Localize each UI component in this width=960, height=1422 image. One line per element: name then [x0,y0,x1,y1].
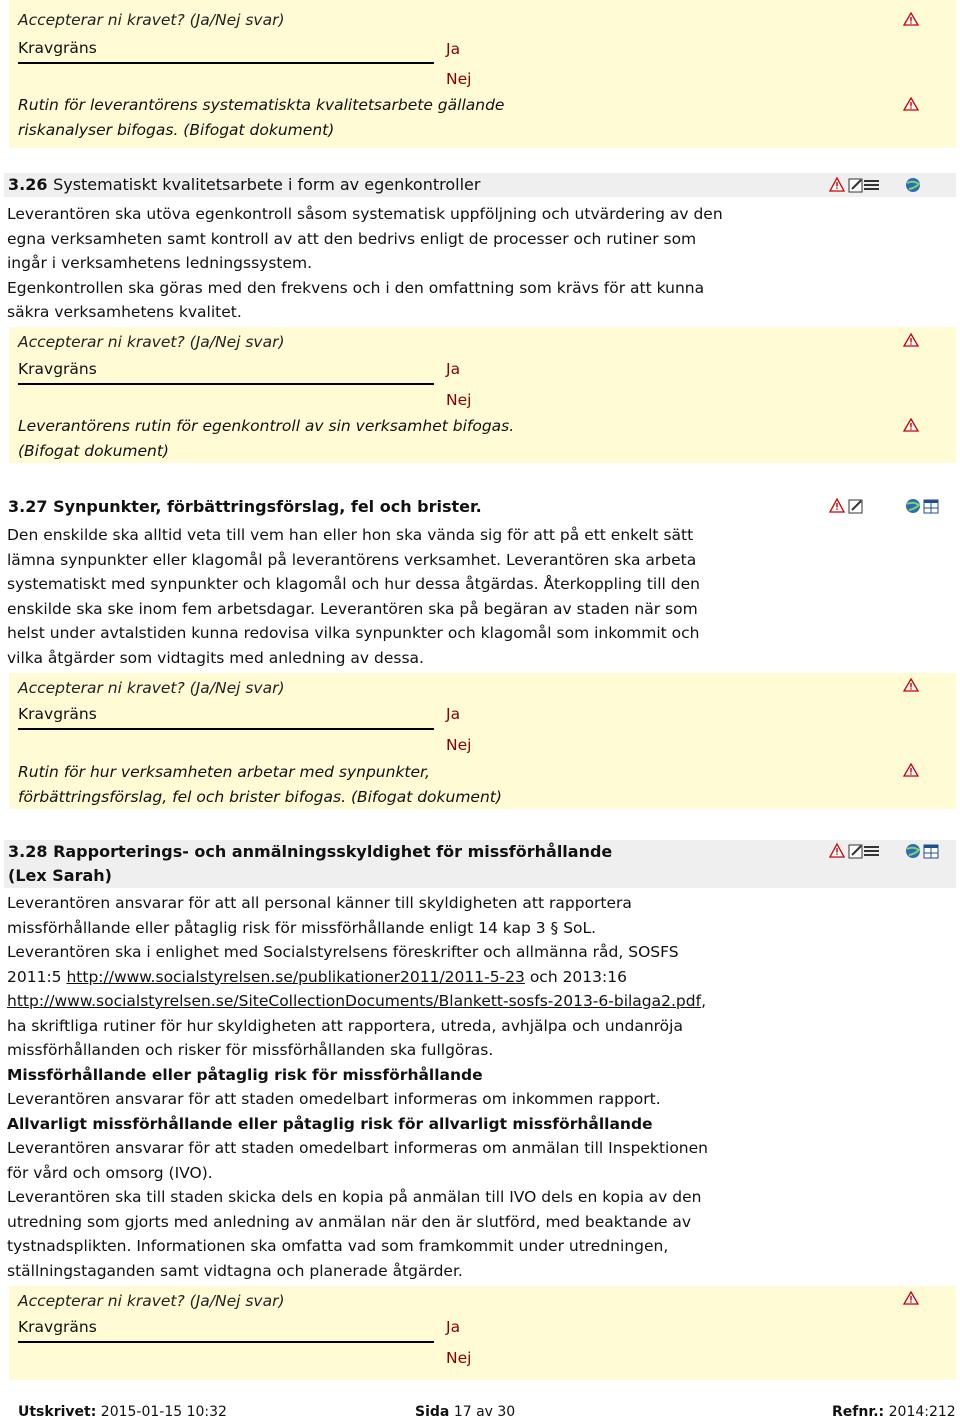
body-line: helst under avtalstiden kunna redovisa vilka synpunkter och klagomål som inkommit och [7,624,700,642]
body-line: egna verksamheten samt kontroll av att den bedrivs enligt de processer och rutiner som [7,229,697,248]
warning-icon [903,763,919,777]
answer-box-3-26 [9,327,956,463]
globe-icon [906,844,920,858]
answer-no-option[interactable]: Nej [446,736,472,754]
answer-yes-option[interactable]: Ja [446,705,461,723]
body-line: Leverantören ansvarar för att staden omedelbart informeras om anmälan till Inspektionen [7,1139,708,1157]
body-line: lämna synpunkter eller klagomål på leverantörens verksamhet. Leverantören ska arbeta [7,550,697,569]
section-title: Synpunkter, förbättringsförslag, fel och brister. [53,497,482,516]
edit-icon [849,845,862,858]
answer-no-option[interactable]: Nej [446,391,472,409]
answer-yes-option[interactable]: Ja [446,360,461,378]
heading-icons [829,842,941,860]
warning-icon [903,1291,919,1305]
list-icon [864,180,879,190]
attachment-note-line: förbättringsförslag, fel och brister bifogas. (Bifogat dokument) [18,788,502,806]
section-heading-3-28 [4,840,956,888]
warning-icon [830,844,844,857]
body-text: , [701,992,707,1010]
warning-icon [903,12,919,26]
section-number: 3.27 [8,497,48,516]
subheading: Missförhållande eller påtaglig risk för missförhållande [7,1065,483,1084]
body-line: systematiskt med synpunkter och klagomål och hur dessa åtgärdas. Återkoppling till den [7,575,700,593]
warning-icon [903,333,919,347]
attachment-note-line: riskanalyser bifogas. (Bifogat dokument) [18,121,335,139]
section-number: 3.28 [8,842,48,861]
body-line: Leverantören ansvarar för att staden omedelbart informeras om inkommen rapport. [7,1090,661,1108]
page-number [415,1402,515,1422]
body-line: Leverantören ska i enlighet med Socialstyrelsens föreskrifter och allmänna råd, SOSFS [7,943,679,961]
page-value: 17 av 30 [453,1404,516,1420]
attachment-note-line: Rutin för leverantörens systematiskta kvalitetsarbete gällande [18,96,505,114]
printed-date [18,1402,227,1422]
kravgrans-input-line[interactable] [18,383,434,385]
attachment-note-line: Leverantörens rutin för egenkontroll av sin verksamhet bifogas. [18,417,515,435]
warning-icon [903,97,919,111]
body-line: ställningstaganden samt vidtagna och planerade åtgärder. [7,1261,463,1280]
answer-yes-option[interactable]: Ja [446,1318,461,1336]
answer-box-top [9,0,956,148]
body-line: ha skriftliga rutiner för hur skyldigheten att rapportera, utreda, avhjälpa och undanröja [7,1016,683,1035]
body-line: missförhållande eller påtaglig risk för missförhållande enligt 14 kap 3 § SoL. [7,918,597,937]
globe-icon [906,178,920,192]
section-heading-3-27 [4,495,956,519]
question-label: Accepterar ni kravet? (Ja/Nej svar) [18,1292,285,1310]
edit-icon [849,179,862,192]
body-text: och 2013:16 [524,967,627,986]
ref-label: Refnr.: [832,1404,885,1420]
section-heading-3-26 [4,173,956,197]
kravgrans-label: Kravgräns [18,705,97,723]
body-line [7,989,807,1014]
body-line: för vård och omsorg (IVO). [7,1163,213,1182]
edit-icon [849,500,862,513]
answer-no-option[interactable]: Nej [446,70,472,88]
subheading: Allvarligt missförhållande eller påtaglig risk för allvarligt missförhållande [7,1114,653,1133]
kravgrans-label: Kravgräns [18,1318,97,1336]
body-text: 2011:5 [7,967,67,986]
page-label: Sida [415,1404,450,1420]
table-icon [924,500,938,513]
heading-icons [829,176,929,194]
question-label: Accepterar ni kravet? (Ja/Nej svar) [18,11,285,29]
warning-icon [830,178,844,191]
body-line: Leverantören ska till staden skicka dels en kopia på anmälan till IVO dels en kopia av den [7,1188,702,1206]
heading-icons [829,497,941,515]
warning-icon [830,499,844,512]
body-line: missförhållanden och risker för missförhållanden ska fullgöras. [7,1041,494,1059]
body-line: tystnadsplikten. Informationen ska omfatta vad som framkommit under utredningen, [7,1237,669,1255]
kravgrans-label: Kravgräns [18,39,97,57]
kravgrans-input-line[interactable] [18,728,434,730]
attachment-note-line: Rutin för hur verksamheten arbetar med synpunkter, [18,763,430,781]
warning-icon [903,418,919,432]
globe-icon [906,499,920,513]
kravgrans-input-line[interactable] [18,1341,434,1343]
answer-box-3-27 [9,673,956,809]
section-title: Rapporterings- och anmälningsskyldighet för missförhållande [53,842,613,861]
list-icon [864,846,879,856]
kravgrans-input-line[interactable] [18,62,434,64]
section-body-3-26 [7,202,787,325]
answer-box-3-28 [9,1286,956,1380]
attachment-note-line: (Bifogat dokument) [18,442,169,460]
body-line: utredning som gjorts med anledning av anmälan när den är slutförd, med beaktande av [7,1212,692,1231]
section-body-3-28 [7,891,807,1283]
body-line: vilka åtgärder som vidtagits med anledning av dessa. [7,648,424,667]
body-line: säkra verksamhetens kvalitet. [7,303,242,321]
body-line: ingår i verksamhetens ledningssystem. [7,254,313,272]
body-line: enskilde ska ske inom fem arbetsdagar. Leverantören ska på begäran av staden när som [7,599,698,618]
question-label: Accepterar ni kravet? (Ja/Nej svar) [18,679,285,697]
warning-icon [903,678,919,692]
body-line: Den enskilde ska alltid veta till vem han eller hon ska vända sig för att på ett enkelt sätt [7,526,694,544]
attachment-note [18,760,618,810]
printed-value: 2015-01-15 10:32 [100,1404,227,1420]
kravgrans-label: Kravgräns [18,360,97,378]
answer-no-option[interactable]: Nej [446,1349,472,1367]
body-line: Egenkontrollen ska göras med den frekvens och i den omfattning som krävs för att kunna [7,278,705,297]
body-line: Leverantören ska utöva egenkontroll såsom systematisk uppföljning och utvärdering av den [7,205,723,223]
section-body-3-27 [7,523,787,670]
reference-number [832,1402,956,1422]
attachment-note [18,93,578,143]
question-label: Accepterar ni kravet? (Ja/Nej svar) [18,333,285,351]
attachment-note [18,414,578,464]
section-number: 3.26 [8,175,48,194]
sosfs-2011-link[interactable]: http://www.socialstyrelsen.se/publikationer2011/2011-5-23 [66,967,525,986]
section-title: Systematiskt kvalitetsarbete i form av egenkontroller [53,175,481,194]
body-line [7,965,807,990]
section-title-line2: (Lex Sarah) [8,866,112,885]
body-line: Leverantören ansvarar för att all personal känner till skyldigheten att rapportera [7,894,632,912]
sosfs-2013-link[interactable]: http://www.socialstyrelsen.se/SiteCollectionDocuments/Blankett-sosfs-2013-6-bilaga2.pdf [7,992,702,1010]
table-icon [924,845,938,858]
answer-yes-option[interactable]: Ja [446,40,461,58]
ref-value: 2014:212 [888,1404,956,1420]
printed-label: Utskrivet: [18,1404,97,1420]
